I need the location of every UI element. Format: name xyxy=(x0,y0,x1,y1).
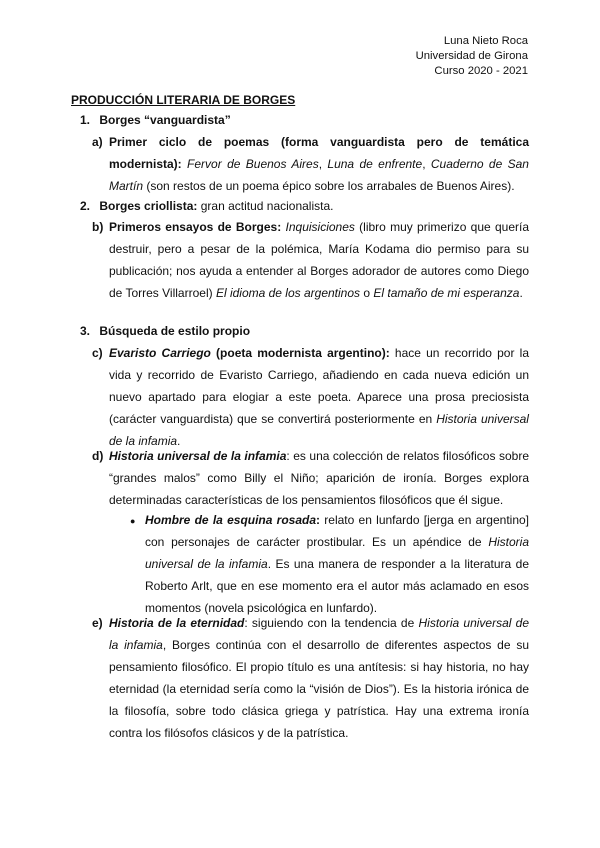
item-heading: Primer ciclo de poemas (forma vanguardista pero de temática modernista): xyxy=(109,135,529,171)
work-title: Historia de la eternidad xyxy=(109,616,245,630)
work-title: Historia universal de la infamia xyxy=(109,616,530,652)
section-number: 2. xyxy=(80,199,91,213)
work-title: Cuaderno de San Martín xyxy=(109,157,529,193)
section-title: Borges criollista: xyxy=(99,199,198,213)
item-heading: Primeros ensayos de Borges: xyxy=(109,220,282,234)
document-header xyxy=(416,34,528,79)
item-d: Historia universal de la infamia: es una colección de relatos filosóficos sobre “grandes malos” como Billy el Niño; aparición de ironía. Borges explora determinadas características de los pensamientos filosóficos que él sigue. xyxy=(109,449,529,507)
work-title: Hombre de la esquina rosada xyxy=(145,513,317,527)
work-title: Historia universal de la infamia xyxy=(109,449,287,463)
section-1-heading xyxy=(80,109,231,131)
item-letter: c) xyxy=(92,346,103,360)
university-name: Universidad de Girona xyxy=(415,50,528,62)
section-title: Búsqueda de estilo propio xyxy=(99,324,251,338)
item-d-bullet: Hombre de la esquina rosada: relato en lunfardo [jerga en argentino] con personajes de carácter prostibular. Es un apéndice de Historia universal de la infamia. Es una manera de responder a la literatura de Roberto Arlt, que en ese momento era el autor más aclamado en esos momentos (novela psicológica en lunfardo). xyxy=(145,513,530,615)
item-a: Primer ciclo de poemas (forma vanguardista pero de temática modernista): Fervor de Buenos Aires, Luna de enfrente, Cuaderno de San Martín (son restos de un poema épico sobre los arrabales de Buenos Aires). xyxy=(109,135,529,193)
bullet-icon: ● xyxy=(130,516,136,526)
work-title: Historia universal de la infamia xyxy=(145,535,529,571)
item-heading: (poeta modernista argentino): xyxy=(210,346,390,360)
work-title: Luna de enfrente xyxy=(327,157,423,171)
work-title: El idioma de los argentinos xyxy=(215,286,361,300)
section-number: 3. xyxy=(80,324,91,338)
document-title: PRODUCCIÓN LITERARIA DE BORGES xyxy=(71,93,296,107)
course-year: Curso 2020 - 2021 xyxy=(434,65,528,77)
work-title: Evaristo Carriego xyxy=(109,346,211,360)
section-number: 1. xyxy=(80,113,91,127)
work-title: Fervor de Buenos Aires xyxy=(187,157,319,171)
section-tail: gran actitud nacionalista. xyxy=(197,199,334,213)
item-text: (son restos de un poema épico sobre los arrabales de Buenos Aires). xyxy=(143,179,515,193)
item-letter: e) xyxy=(92,616,103,630)
section-title: Borges “vanguardista” xyxy=(99,113,231,127)
item-letter: d) xyxy=(92,449,104,463)
section-2-heading xyxy=(80,195,333,217)
item-letter: a) xyxy=(92,135,103,149)
work-title: Inquisiciones xyxy=(285,220,355,234)
item-letter: b) xyxy=(92,220,104,234)
section-3-heading xyxy=(80,320,250,342)
item-c: Evaristo Carriego (poeta modernista argentino): hace un recorrido por la vida y recorrido de Evaristo Carriego, añadiendo en cada nueva edición un nuevo apartado para elogiar a este poeta. Aparece una prosa preciosista (carácter vanguardista) que se convertirá posteriormente en Historia universal de la infamia. xyxy=(109,346,529,448)
author-name: Luna Nieto Roca xyxy=(443,35,528,47)
work-title: El tamaño de mi esperanza xyxy=(373,286,520,300)
item-b: Primeros ensayos de Borges: Inquisiciones (libro muy primerizo que quería destruir, pero a pesar de la polémica, María Kodama dio permiso para su publicación; nos ayuda a entender al Borges adorador de autores como Diego de Torres Villarroel) El idioma de los argentinos o El tamaño de mi esperanza. xyxy=(109,220,529,300)
work-title: Historia universal de la infamia xyxy=(109,412,529,448)
item-e: Historia de la eternidad: siguiendo con la tendencia de Historia universal de la infamia, Borges continúa con el desarrollo de diferentes aspectos de su pensamiento filosófico. El propio título es una antítesis: si hay historia, no hay eternidad (la eternidad sería como la “visión de Dios”). Es la historia irónica de la filosofía, sobre todo clásica griega y patrística. Hay una extrema ironía contra los filósofos clásicos y de la patrística. xyxy=(109,616,530,740)
